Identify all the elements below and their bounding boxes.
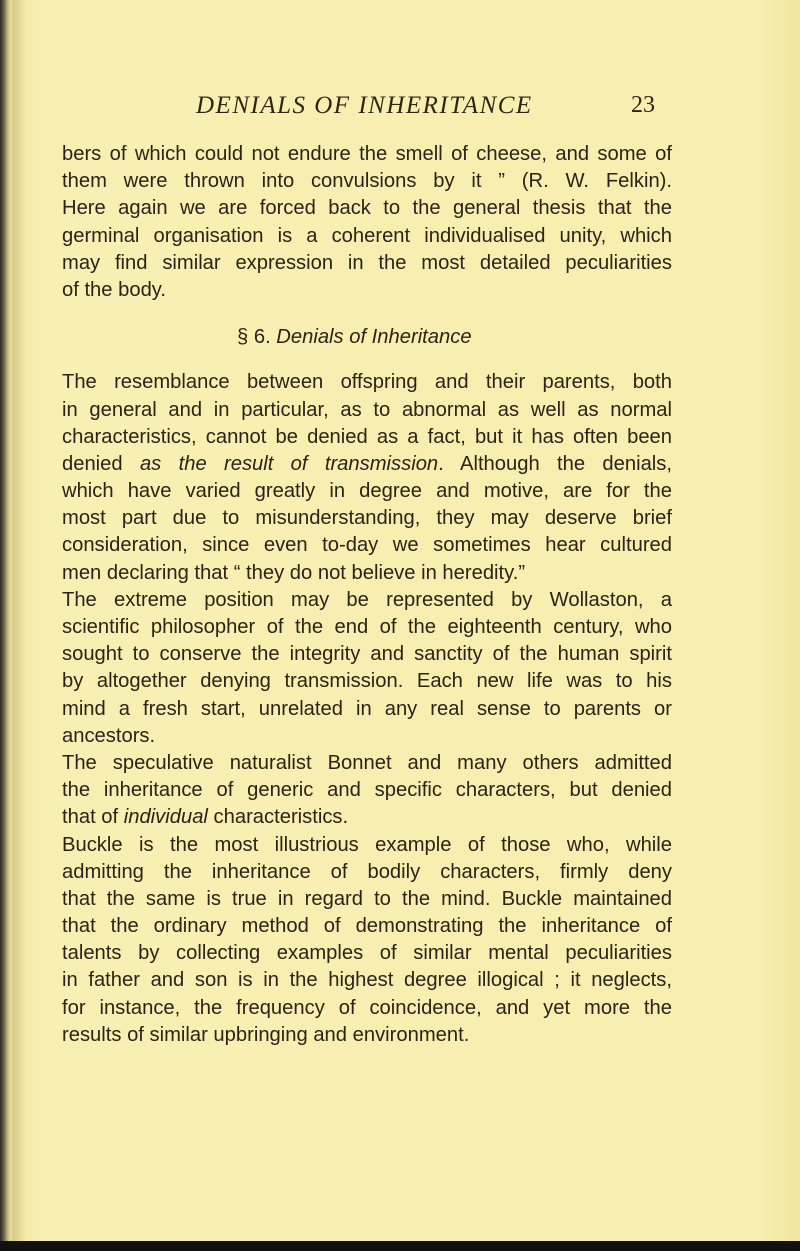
text-line-with-italic: denied as the result of transmission. Although the denials, <box>62 452 672 475</box>
text-line: them were thrown into convulsions by it ” (R. W. Felkin). <box>62 170 672 193</box>
binding-shadow <box>12 0 26 1251</box>
text-line: results of similar upbringing and environment. <box>62 1023 470 1046</box>
italic-phrase: as the result of transmission <box>139 452 439 475</box>
section-title: Denials of Inheritance <box>276 326 472 349</box>
text-line: The extreme position may be represented by Wollaston, a <box>62 588 672 611</box>
paragraph <box>62 369 672 587</box>
text-line: which have varied greatly in degree and motive, are for the <box>62 480 672 503</box>
italic-phrase: individual <box>123 806 208 829</box>
paragraph <box>62 832 672 1050</box>
text-line: Buckle is the most illustrious example of those who, while <box>62 833 672 856</box>
page-bottom-edge <box>0 1241 800 1251</box>
text-line: bers of which could not endure the smell of cheese, and some of <box>62 143 672 165</box>
text-line: scientific philosopher of the end of the eighteenth century, who <box>62 616 672 638</box>
text-line: The resemblance between offspring and their parents, both <box>62 371 672 394</box>
text-line: sought to conserve the integrity and sanctity of the human spirit <box>62 643 672 666</box>
text-line: in general and in particular, as to abnormal as well as normal <box>62 398 672 421</box>
text-line: consideration, since even to-day we sometimes hear cultured <box>62 534 672 557</box>
text-line: germinal organisation is a coherent individualised unity, which <box>62 224 672 247</box>
page-header <box>0 92 800 122</box>
text-line: admitting the inheritance of bodily characters, firmly deny <box>62 860 672 883</box>
text-line: in father and son is in the highest degree illogical ; it neglects, <box>62 969 672 992</box>
text-line: that the same is true in regard to the mind. Buckle maintained <box>62 887 672 910</box>
page-number: 23 <box>631 92 655 118</box>
text-line: that the ordinary method of demonstrating the inheritance of <box>62 915 672 938</box>
body-text <box>62 141 672 1049</box>
text-line: talents by collecting examples of similar mental peculiarities <box>62 942 672 965</box>
paragraph <box>62 750 672 832</box>
running-head: DENIALS OF INHERITANCE <box>196 92 533 119</box>
text-line: men declaring that “ they do not believe in heredity.” <box>62 561 526 584</box>
text-line: The speculative naturalist Bonnet and many others admitted <box>62 751 672 774</box>
text-line: may find similar expression in the most detailed peculiarities <box>62 251 672 274</box>
text-line: characteristics, cannot be denied as a fact, but it has often been <box>62 425 672 448</box>
text-line: by altogether denying transmission. Each new life was to his <box>62 670 672 693</box>
paragraph-continued <box>62 141 672 304</box>
text-line-with-italic: that of individual characteristics. <box>62 806 349 829</box>
text-line: for instance, the frequency of coincidence, and yet more the <box>62 996 672 1019</box>
text-line: most part due to misunderstanding, they may deserve brief <box>62 507 672 530</box>
text-line: mind a fresh start, unrelated in any real sense to parents or <box>62 697 672 720</box>
text-line: the inheritance of generic and specific characters, but denied <box>62 779 672 802</box>
text-line: ancestors. <box>62 724 156 747</box>
section-heading <box>62 324 672 351</box>
text-line: Here again we are forced back to the general thesis that the <box>62 197 672 220</box>
book-binding-edge <box>0 0 12 1251</box>
text-line: of the body. <box>62 278 167 301</box>
section-number: § 6. <box>237 326 271 349</box>
paragraph <box>62 587 672 750</box>
